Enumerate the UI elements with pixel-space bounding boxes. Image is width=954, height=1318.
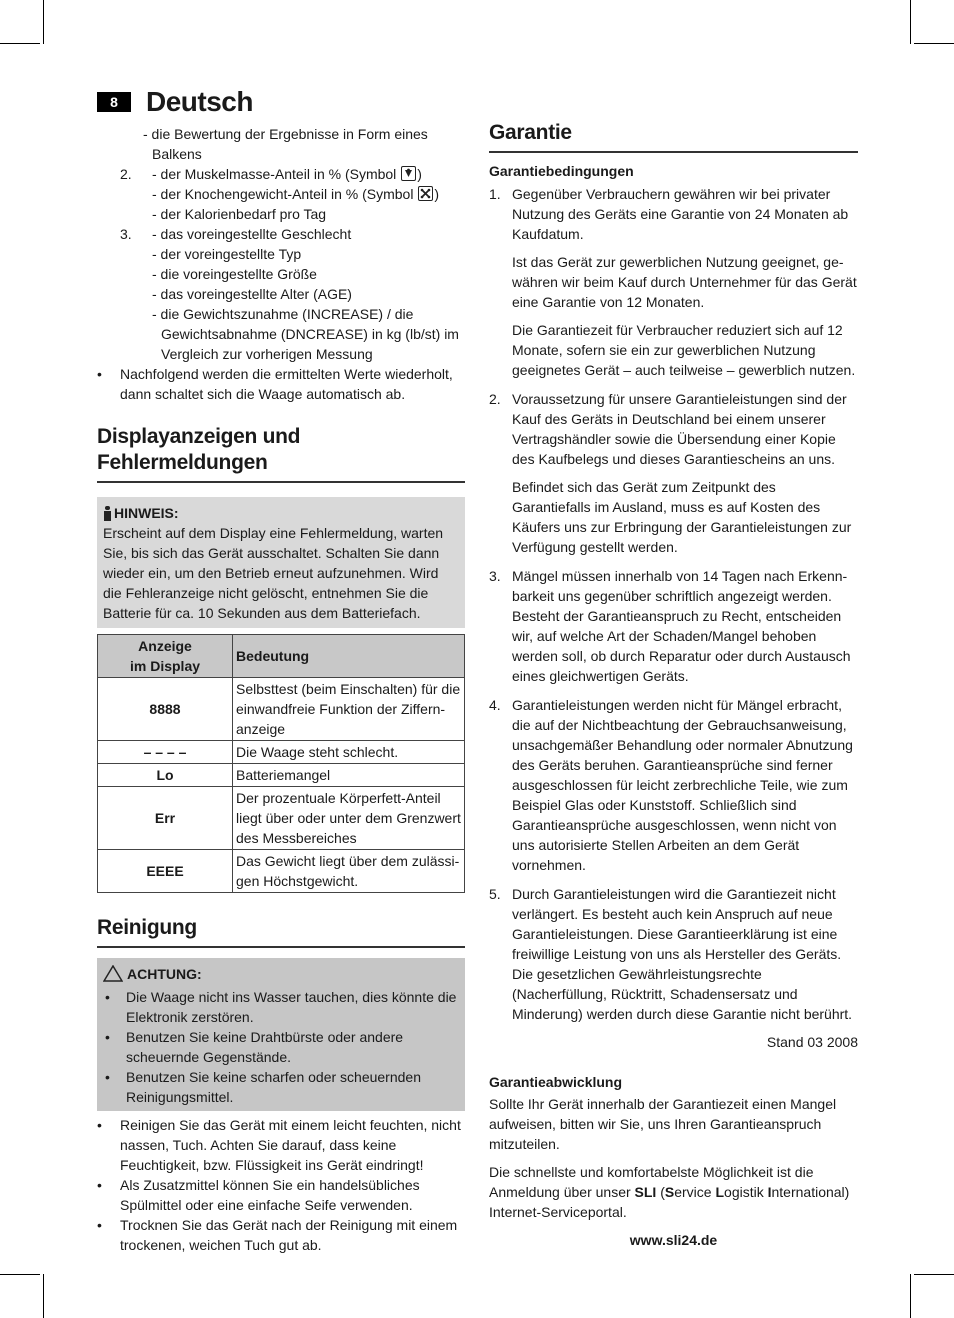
bullet: • xyxy=(97,1117,102,1133)
crop-mark xyxy=(914,43,954,44)
text: HINWEIS: xyxy=(114,505,179,521)
page-number: 8 xyxy=(97,92,131,112)
item-number: 2. xyxy=(120,166,132,182)
bone-symbol-icon xyxy=(418,186,433,201)
warning-item xyxy=(103,1067,459,1107)
guarantee-item-5 xyxy=(489,884,858,1024)
right-column xyxy=(489,120,858,1250)
text: Trocknen Sie das Gerät nach der Reinigung mit einem trockenen, weichen Tuch gut ab. xyxy=(120,1217,458,1253)
text: Anzeige xyxy=(138,638,192,654)
bullet-item xyxy=(97,1215,465,1255)
crop-mark xyxy=(910,0,911,44)
bullet: • xyxy=(97,1177,102,1193)
bullet: • xyxy=(105,989,110,1005)
list-item: - das voreingestellte Geschlecht xyxy=(152,226,352,242)
subheading-handling: Garantieabwicklung xyxy=(489,1074,623,1090)
text: Als Zusatzmittel können Sie ein handelsübliches Spülmittel oder eine einfache Seife verwenden. xyxy=(120,1177,420,1213)
table-row xyxy=(98,741,465,764)
table-header-row xyxy=(98,635,465,678)
note-title xyxy=(103,503,459,523)
text: Die Waage nicht ins Wasser tauchen, dies könnte die Elektronik zerstören. xyxy=(126,989,457,1025)
text: ACHTUNG: xyxy=(127,966,202,982)
service-url-link[interactable]: www.sli24.de xyxy=(629,1232,718,1248)
bullet: • xyxy=(105,1029,110,1045)
page-title: Deutsch xyxy=(146,86,253,117)
section-heading-display: Displayanzeigen und Fehlermeldungen xyxy=(97,424,465,483)
table-cell-code: Lo xyxy=(98,764,233,787)
table-header-cell: Bedeutung xyxy=(233,635,465,678)
table-header-cell xyxy=(98,635,233,678)
stand-date: Stand 03 2008 xyxy=(766,1034,858,1050)
table-cell-code: EEEE xyxy=(98,850,233,893)
guarantee-item-2 xyxy=(489,389,858,557)
text: Nachfolgend werden die ermittelten Werte wiederholt, dann schaltet sich die Waage automatisch ab. xyxy=(120,366,453,402)
bullet: • xyxy=(97,366,102,382)
item-number: 5. xyxy=(489,886,501,902)
guarantee-item-1 xyxy=(489,184,858,380)
warning-title xyxy=(103,964,459,987)
table-cell-code: – – – – xyxy=(98,741,233,764)
crop-mark xyxy=(0,43,40,44)
text: - der Muskelmasse-Anteil in % (Symbol xyxy=(152,166,401,182)
text: Benutzen Sie keine scharfen oder scheuernden Reinigungsmittel. xyxy=(126,1069,421,1105)
note-text: Erscheint auf dem Display eine Fehlermeldung, warten Sie, bis sich das Gerät ausschaltet. Schalten Sie dann wieder ein, um den Betrieb erneut aufzunehmen. Wird die Fehleranzeige nicht gelöscht, entnehmen Sie die Batterie für ca. 10 Sekunden aus dem Batteriefach. xyxy=(103,525,444,621)
text: SLI xyxy=(634,1184,657,1200)
text: ) xyxy=(434,186,440,202)
paragraph: Sollte Ihr Gerät innerhalb der Garantiezeit einen Mangel aufweisen, bitten wir Sie, uns Ihren Garantieanspruch mitzuteilen. xyxy=(489,1096,837,1152)
note-box xyxy=(97,497,465,628)
warning-box xyxy=(97,958,465,1111)
paragraph: Voraussetzung für unsere Garantieleistungen sind der Kauf des Geräts in Deutschland bei einem unserer Vertragshändler sowie die Übersendung einer Kopie des Kaufbelegs und dieses Garantiescheins an uns. xyxy=(512,391,847,467)
list-item xyxy=(152,184,465,204)
table-cell-meaning: Das Gewicht liegt über dem zulässigen Höchstgewicht. xyxy=(233,850,465,893)
numbered-item-3 xyxy=(97,224,465,364)
paragraph: Ist das Gerät zur gewerblichen Nutzung geeignet, gewähren wir beim Kauf durch Unternehmer für das Gerät eine Garantie von 12 Monaten. xyxy=(512,254,857,310)
crop-mark xyxy=(43,0,44,44)
paragraph: Mängel müssen innerhalb von 14 Tagen nach Erkennbarkeit uns gegenüber schriftlich angezeigt werden. Besteht der Garantieanspruch zu Recht, entscheiden wir, auf welche Art der Schaden/Mangel behoben werden soll, ob durch Reparatur oder durch Austausch eines gleichwertigen Geräts. xyxy=(512,568,851,684)
warning-triangle-icon xyxy=(103,965,123,987)
crop-mark xyxy=(0,1274,40,1275)
table-cell-meaning: Selbsttest (beim Einschalten) für die einwandfreie Funktion der Ziffernanzeige xyxy=(233,678,465,741)
bullet-item xyxy=(97,1115,465,1175)
text: im Display xyxy=(129,658,201,674)
muscle-symbol-icon xyxy=(401,166,416,181)
item-number: 2. xyxy=(489,391,501,407)
list-item: - der Kalorienbedarf pro Tag xyxy=(152,206,327,222)
text: Die schnellste und komfortabelste Möglichkeit ist die Anmeldung über unser xyxy=(489,1164,814,1200)
warning-item xyxy=(103,1027,459,1067)
paragraph: Durch Garantieleistungen wird die Garantiezeit nicht verlängert. Es besteht auch kein Anspruch auf neue Garantieleistungen. Diese Garantieerklärung ist eine freiwillige Leistung von uns als Hersteller des Geräts. Die gesetzlichen Gewährleistungsrechte (Nacherfüllung, Rücktritt, Schadensersatz und Minderung) werden durch diese Garantie nicht berührt. xyxy=(512,886,853,1022)
list-item: - die Gewichtszunahme (INCREASE) / die Gewichtsabnahme (DNCREASE) in kg (lb/st) im Vergleich zur vorherigen Messung xyxy=(152,306,459,362)
item-number: 3. xyxy=(120,226,132,242)
text: ervice xyxy=(674,1184,716,1200)
text: ( xyxy=(656,1184,665,1200)
text: Benutzen Sie keine Drahtbürste oder andere scheuernde Gegenstände. xyxy=(126,1029,404,1065)
list-item: - der voreingestellte Typ xyxy=(152,246,302,262)
table-row xyxy=(98,850,465,893)
paragraph: Befindet sich das Gerät zum Zeitpunkt des Garantiefalls im Ausland, muss es auf Kosten des Käufers uns zur Erbringung der Garantieleistungen zur Verfügung gestellt werden. xyxy=(512,479,852,555)
bullet: • xyxy=(97,1217,102,1233)
table-row xyxy=(98,787,465,850)
paragraph: Garantieleistungen werden nicht für Mängel erbracht, die auf der Nichtbeachtung der Gebrauchsanweisung, unsachgemäßer Behandlung oder normaler Abnutzung des Geräts beruhen. Garantieansprüche sind ferner ausgeschlossen für leicht zerbrechliche Teile, wie zum Beispiel Glas oder Kunststoff. Schließlich sind Garantieansprüche ausgeschlossen, wenn nicht von uns autorisierte Stellen Arbeiten an dem Gerät vornehmen. xyxy=(512,697,853,873)
table-row xyxy=(98,678,465,741)
text: ogistik xyxy=(724,1184,768,1200)
text: - der Knochengewicht-Anteil in % (Symbol xyxy=(152,186,418,202)
crop-mark xyxy=(914,1274,954,1275)
guarantee-item-4 xyxy=(489,695,858,875)
table-cell-meaning: Batteriemangel xyxy=(233,764,465,787)
table-cell-code: Err xyxy=(98,787,233,850)
text: I xyxy=(767,1184,772,1200)
numbered-item-2 xyxy=(97,164,465,224)
list-item: - das voreingestellte Alter (AGE) xyxy=(152,286,352,302)
text: Reinigen Sie das Gerät mit einem leicht feuchten, nicht nassen, Tuch. Achten Sie darauf, dass keine Feuchtigkeit, bzw. Flüssigkeit ins Gerät eindringt! xyxy=(120,1117,461,1173)
text: nternational) Internet-Serviceportal. xyxy=(489,1184,850,1220)
item-number: 1. xyxy=(489,186,501,202)
paragraph: Die Garantiezeit für Verbraucher reduziert sich auf 12 Monate, sofern sie ein zur gewerblichen Nutzung geeignetes Gerät – auch teilweise – gewerblich nutzen. xyxy=(512,322,856,378)
subheading-conditions: Garantiebedingungen xyxy=(489,163,634,179)
section-heading-guarantee: Garantie xyxy=(489,120,858,153)
text: L xyxy=(715,1184,725,1200)
table-cell-code: 8888 xyxy=(98,678,233,741)
item-number: 3. xyxy=(489,568,501,584)
text: S xyxy=(664,1184,675,1200)
display-codes-table xyxy=(97,634,465,893)
list-item xyxy=(152,164,465,184)
item-number: 4. xyxy=(489,697,501,713)
left-column xyxy=(97,124,465,1255)
warning-item xyxy=(103,987,459,1027)
paragraph xyxy=(489,1162,858,1222)
bullet-item xyxy=(97,1175,465,1215)
table-cell-meaning: Der prozentuale Körperfett-Anteil liegt über oder unter dem Grenzwert des Messbereiches xyxy=(233,787,465,850)
info-icon xyxy=(103,506,111,520)
guarantee-item-3 xyxy=(489,566,858,686)
table-cell-meaning: Die Waage steht schlecht. xyxy=(233,741,465,764)
list-item: - die Bewertung der Ergebnisse in Form eines Balkens xyxy=(143,126,428,162)
paragraph: Gegenüber Verbrauchern gewähren wir bei privater Nutzung des Geräts eine Garantie von 24 Monaten ab Kaufdatum. xyxy=(512,186,849,242)
list-item: - die voreingestellte Größe xyxy=(152,266,317,282)
bullet-item xyxy=(97,364,465,404)
crop-mark xyxy=(43,1274,44,1318)
table-row xyxy=(98,764,465,787)
crop-mark xyxy=(910,1274,911,1318)
section-heading-cleaning: Reinigung xyxy=(97,915,465,948)
text: ) xyxy=(417,166,422,182)
bullet: • xyxy=(105,1069,110,1085)
